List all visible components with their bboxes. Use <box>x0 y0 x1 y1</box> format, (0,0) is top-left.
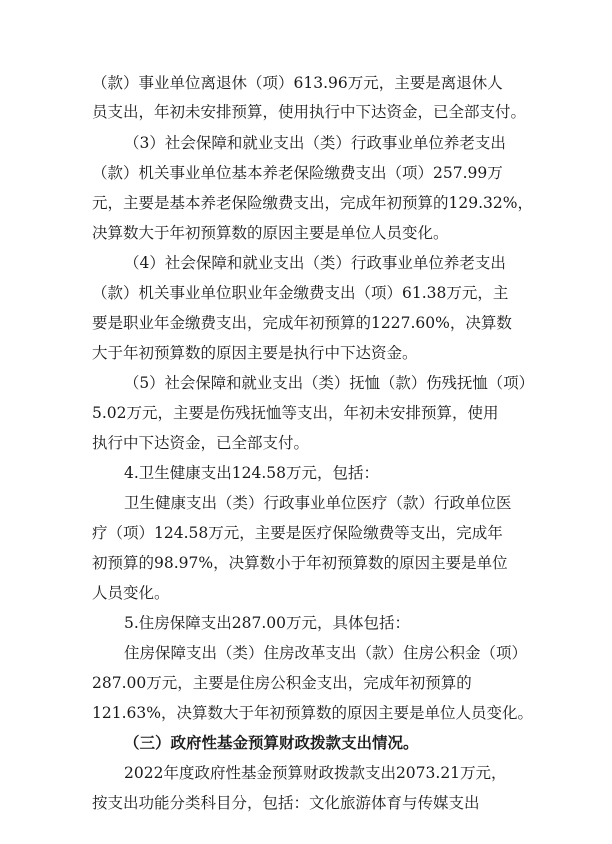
paragraph-line: 287.00万元，主要是住房公积金支出，完成年初预算的 <box>92 674 472 692</box>
paragraph-line: （3）社会保障和就业支出（类）行政事业单位养老支出 <box>124 134 506 152</box>
paragraph-line: 执行中下达资金，已全部支付。 <box>92 434 310 452</box>
paragraph-line: 2022年度政府性基金预算财政拨款支出2073.21万元， <box>124 764 507 782</box>
paragraph-line: （款）机关事业单位职业年金缴费支出（项）61.38万元，主 <box>92 284 509 302</box>
paragraph-line: 按支出功能分类科目分，包括：文化旅游体育与传媒支出 <box>92 794 480 812</box>
paragraph-line: 元，主要是基本养老保险缴费支出，完成年初预算的129.32%， <box>92 194 533 212</box>
section-heading: 4.卫生健康支出124.58万元，包括： <box>124 464 380 482</box>
section-heading: 5.住房保障支出287.00万元，具体包括： <box>124 614 411 632</box>
paragraph-line: 大于年初预算数的原因主要是执行中下达资金。 <box>92 344 418 362</box>
bold-section-heading: （三）政府性基金预算财政拨款支出情况。 <box>124 734 419 752</box>
paragraph-line: 要是职业年金缴费支出，完成年初预算的1227.60%，决算数 <box>92 314 512 332</box>
paragraph-line: 121.63%，决算数大于年初预算数的原因主要是单位人员变化。 <box>92 704 533 722</box>
paragraph-line: 决算数大于年初预算数的原因主要是单位人员变化。 <box>92 224 449 242</box>
paragraph-line: （款）机关事业单位基本养老保险缴费支出（项）257.99万 <box>92 164 503 182</box>
paragraph-line: 5.02万元，主要是伤残抚恤等支出，年初未安排预算，使用 <box>92 404 499 422</box>
paragraph-line: （4）社会保障和就业支出（类）行政事业单位养老支出 <box>124 254 506 272</box>
paragraph-line: 员支出，年初未安排预算，使用执行中下达资金，已全部支付。 <box>92 103 527 121</box>
paragraph-line: 人员变化。 <box>92 584 170 602</box>
paragraph-line: （款）事业单位离退休（项）613.96万元，主要是离退休人 <box>92 74 503 92</box>
paragraph-line: 疗（项）124.58万元，主要是医疗保险缴费等支出，完成年 <box>92 524 503 542</box>
paragraph-line: （5）社会保障和就业支出（类）抚恤（款）伤残抚恤（项） <box>124 374 534 392</box>
paragraph-line: 住房保障支出（类）住房改革支出（款）住房公积金（项） <box>124 644 528 662</box>
paragraph-line: 初预算的98.97%，决算数小于年初预算数的原因主要是单位 <box>92 554 508 572</box>
paragraph-line: 卫生健康支出（类）行政事业单位医疗（款）行政单位医 <box>124 494 512 512</box>
